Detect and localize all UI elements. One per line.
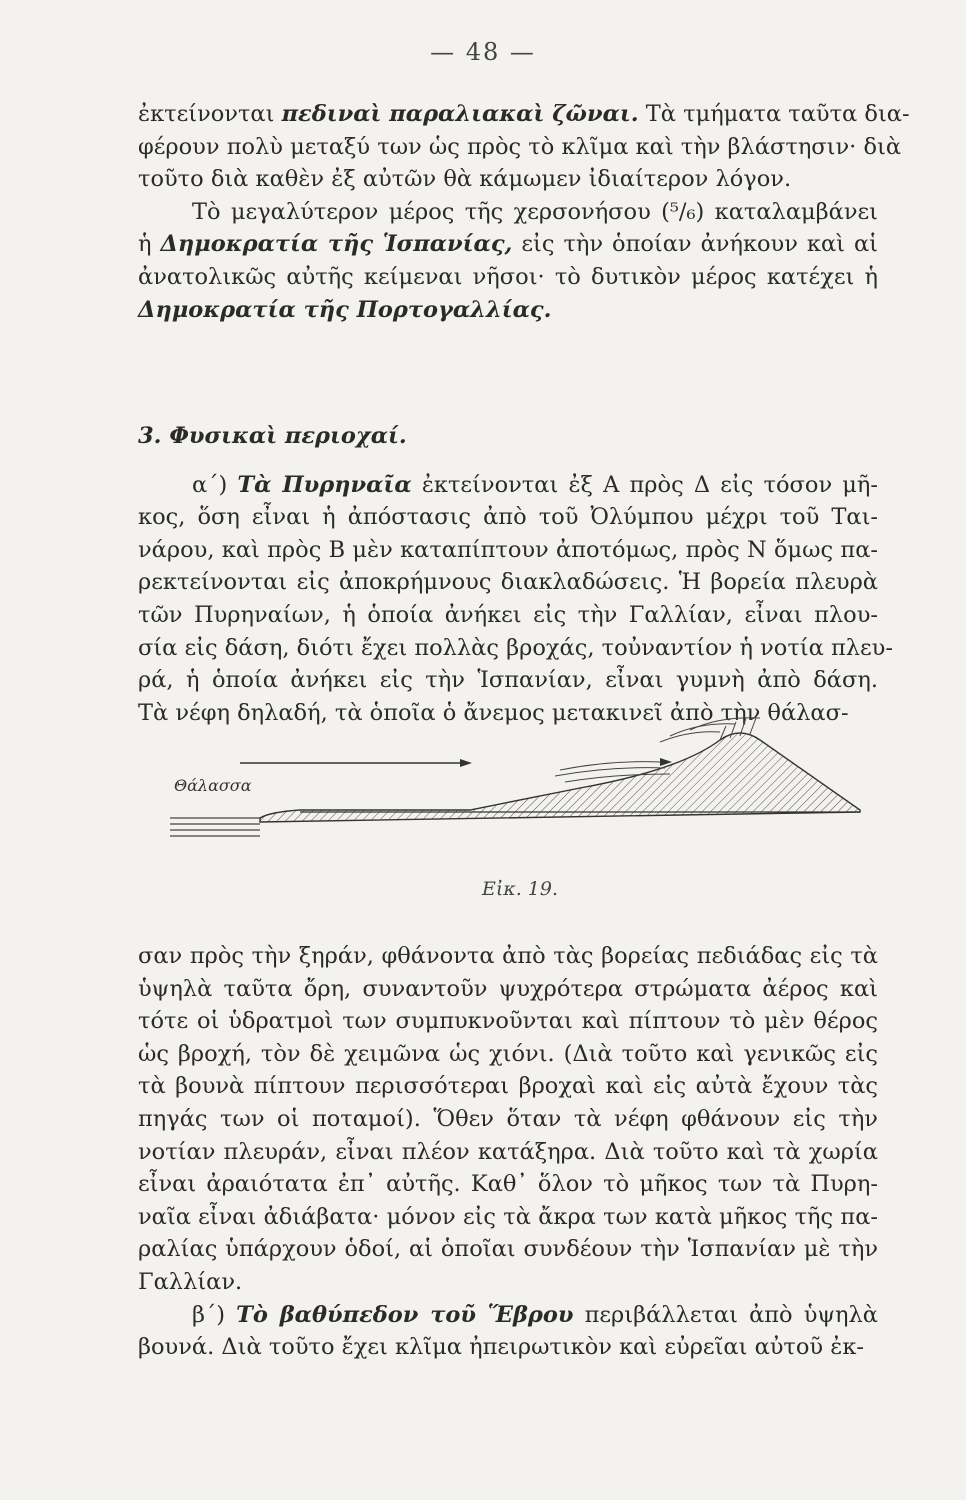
- line-text: ὑψηλὰ ταῦτα ὄρη, συναντοῦν ψυχρότερα στρώματα ἀέρος καὶ: [138, 975, 878, 1002]
- line-text: ναῖα εἶναι ἀδιάβατα· μόνον εἰς τὰ ἄκρα των κατὰ μῆκος τῆς πα-: [138, 1203, 878, 1230]
- paragraph-block-3: [138, 940, 878, 1364]
- text-line: [138, 1136, 878, 1169]
- sea-label: Θάλασσα: [174, 776, 252, 795]
- mountain-wind-diagram: [160, 700, 880, 880]
- line-text: ἐκτείνονται ἐξ Α πρὸς Δ εἰς τόσον μῆ-: [411, 471, 879, 498]
- text-line: [138, 1233, 878, 1266]
- text-line: [138, 1103, 878, 1136]
- line-text: νάρου, καὶ πρὸς Β μὲν καταπίπτουν ἀποτόμως, πρὸς Ν ὅμως πα-: [138, 536, 878, 563]
- line-text: Τὰ τμήματα ταῦτα δια-: [638, 101, 910, 127]
- text-line: [138, 599, 878, 632]
- page-number: — 48 —: [430, 38, 536, 66]
- line-text: Τὰ νέφη δηλαδή, τὰ ὁποῖα ὁ ἄνεμος μετακινεῖ ἀπὸ τὴν θάλασ-: [138, 699, 849, 726]
- mountain-shape: [260, 733, 860, 822]
- line-text: τὰ βουνὰ πίπτουν περισσότεραι βροχαὶ καὶ εἰς αὐτὰ ἔχουν τὰς: [138, 1073, 878, 1100]
- text-line: [138, 261, 878, 294]
- line-text: πηγάς των οἱ ποταμοί). Ὅθεν ὅταν τὰ νέφη φθάνουν εἰς τὴν: [138, 1105, 878, 1132]
- sea-lines: [170, 818, 260, 836]
- line-text: ἡ: [138, 231, 161, 258]
- line-text: ρά, ἡ ὁποία ἀνήκει εἰς τὴν Ἱσπανίαν, εἶναι γυμνὴ ἀπὸ δάση.: [138, 667, 878, 694]
- line-text: τοῦτο διὰ καθὲν ἐξ αὐτῶν θὰ κάμωμεν ἰδιαίτερον λόγον.: [138, 166, 792, 193]
- text-line: [138, 534, 878, 567]
- text-line: [138, 1266, 878, 1299]
- text-line: [138, 566, 878, 599]
- line-text: κος, ὅση εἶναι ἡ ἀπόστασις ἀπὸ τοῦ Ὀλύμπου μέχρι τοῦ Ται-: [138, 504, 878, 531]
- line-text: νοτίαν πλευράν, εἶναι πλέον κατάξηρα. Διὰ τοῦτο καὶ τὰ χωρία: [138, 1138, 878, 1165]
- text-line: [138, 163, 878, 196]
- text-line: [138, 294, 878, 327]
- figure-caption: Εἰκ. 19.: [481, 878, 559, 900]
- line-text: ἀνατολικῶς αὐτῆς κείμεναι νῆσοι· τὸ δυτικὸν μέρος κατέχει ἡ: [138, 263, 878, 290]
- text-line: [138, 501, 878, 534]
- text-line: [138, 98, 910, 131]
- section-heading: 3. Φυσικαὶ περιοχαί.: [138, 423, 407, 449]
- line-text: τῶν Πυρηναίων, ἡ ὁποία ἀνήκει εἰς τὴν Γαλλίαν, εἶναι πλου-: [138, 601, 878, 628]
- line-text: α΄): [192, 471, 238, 498]
- text-line: [138, 1005, 878, 1038]
- line-text: εἶναι ἀραιότατα ἐπ᾽ αὐτῆς. Καθ᾽ ὅλον τὸ μῆκος των τὰ Πυρη-: [138, 1171, 878, 1198]
- text-line: [138, 469, 878, 502]
- line-text: εἰς τὴν ὁποίαν ἀνήκουν καὶ αἱ: [512, 231, 878, 258]
- emphasis-term: Τὰ Πυρηναῖα: [237, 471, 412, 498]
- text-line: [138, 131, 902, 164]
- emphasis-term: πεδιναὶ παραλιακαὶ ζῶναι.: [281, 101, 639, 127]
- line-text: τότε οἱ ὑδρατμοὶ των συμπυκνοῦνται καὶ πίπτουν τὸ μὲν θέρος: [138, 1008, 878, 1035]
- line-text: ρεκτείνονται εἰς ἀποκρήμνους διακλαδώσεις. Ἡ βορεία πλευρὰ: [138, 569, 878, 596]
- text-line: [138, 1070, 878, 1103]
- line-text: ἐκτείνονται: [138, 101, 282, 127]
- text-line: [138, 1331, 878, 1364]
- paragraph-block-2: [138, 420, 893, 729]
- paragraph-block-1: [138, 98, 910, 326]
- text-line: [138, 196, 878, 229]
- line-text: βουνά. Διὰ τοῦτο ἔχει κλῖμα ἠπειρωτικὸν καὶ εὐρεῖαι αὐτοῦ ἐκ-: [138, 1334, 864, 1361]
- text-line: [138, 940, 878, 973]
- line-text: Γαλλίαν.: [138, 1268, 243, 1295]
- figure-19: [160, 700, 880, 910]
- line-text: φέρουν πολὺ μεταξύ των ὡς πρὸς τὸ κλῖμα καὶ τὴν βλάστησιν· διὰ: [138, 133, 902, 160]
- line-text: περιβάλλεται ἀπὸ ὑψηλὰ: [573, 1301, 878, 1328]
- text-line: [138, 664, 878, 697]
- line-text: σαν πρὸς τὴν ξηράν, φθάνοντα ἀπὸ τὰς βορείας πεδιάδας εἰς τὰ: [138, 943, 878, 969]
- text-line: [138, 973, 878, 1006]
- text-line: [138, 1201, 878, 1234]
- text-line: [138, 228, 878, 261]
- line-text: ραλίας ὑπάρχουν ὁδοί, αἱ ὁποῖαι συνδέουν τὴν Ἱσπανίαν μὲ τὴν: [138, 1236, 878, 1263]
- line-text: β΄): [192, 1301, 237, 1328]
- emphasis-term: Δημοκρατία τῆς Ἱσπανίας,: [160, 231, 513, 258]
- text-line: [138, 1038, 878, 1071]
- line-text: σία εἰς δάση, διότι ἔχει πολλὰς βροχάς, τοὐναντίον ἡ νοτία πλευ-: [138, 634, 893, 661]
- emphasis-term: Τὸ βαθύπεδον τοῦ Ἕβρου: [236, 1301, 574, 1328]
- line-text: Τὸ μεγαλύτερον μέρος τῆς χερσονήσου (⁵/₆) καταλαμβάνει: [192, 198, 878, 225]
- text-line: [138, 1168, 878, 1201]
- text-line: [138, 1299, 878, 1332]
- text-line: [138, 632, 893, 665]
- line-text: ὡς βροχή, τὸν δὲ χειμῶνα ὡς χιόνι. (Διὰ τοῦτο καὶ γενικῶς εἰς: [138, 1040, 878, 1067]
- emphasis-term: Δημοκρατία τῆς Πορτογαλλίας.: [138, 296, 552, 323]
